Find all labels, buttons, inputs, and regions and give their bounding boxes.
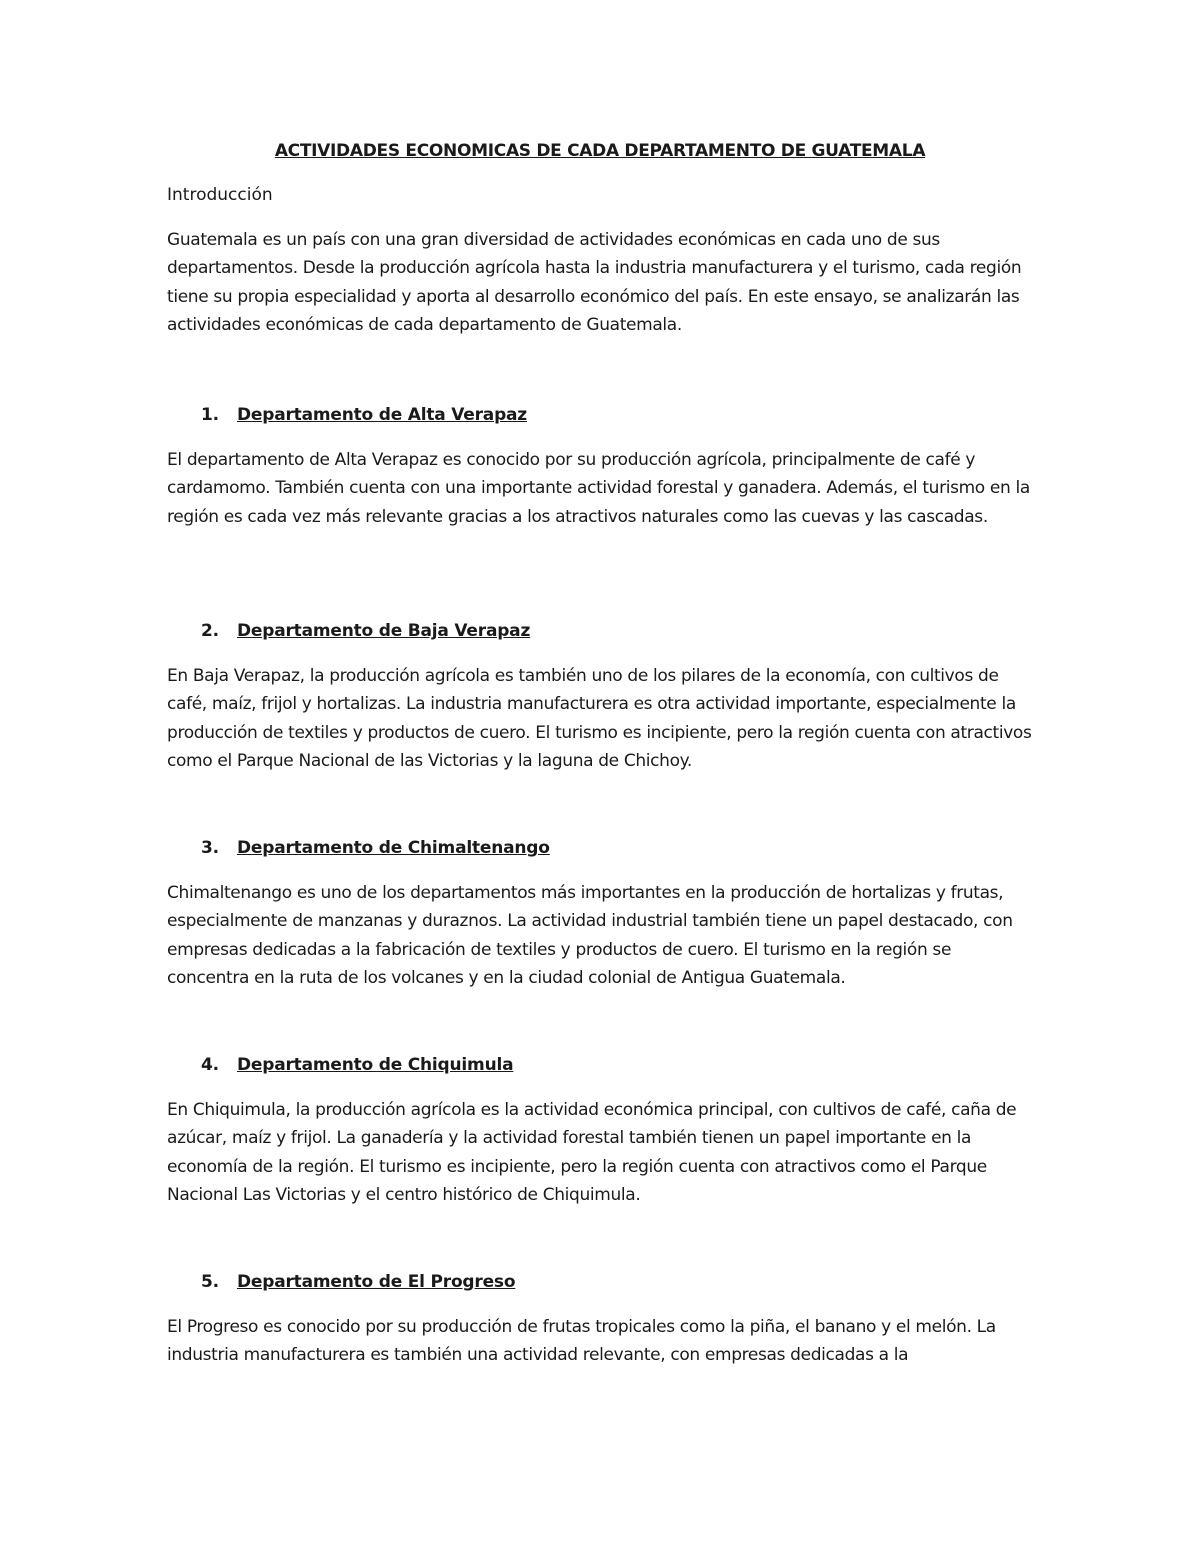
- section-body-4: En Chiquimula, la producción agrícola es la actividad económica principal, con cultivos de café, caña de azúcar, maíz y frijol. La ganadería y la actividad forestal también tienen un papel importante en la economía de la región. El turismo es incipiente, pero la región cuenta con atractivos como el Parque Nacional Las Victorias y el centro histórico de Chiquimula.: [167, 1100, 1017, 1205]
- section-heading-5: [201, 1272, 515, 1292]
- section-heading-4: [201, 1055, 513, 1075]
- section-title: Departamento de Chiquimula: [237, 1055, 514, 1075]
- intro-label: Introducción: [167, 185, 273, 205]
- section-heading-1: [201, 405, 527, 425]
- document-title: ACTIVIDADES ECONOMICAS DE CADA DEPARTAMENTO DE GUATEMALA: [274, 141, 926, 161]
- section-title: Departamento de El Progreso: [237, 1272, 516, 1292]
- section-number: 1.: [201, 405, 219, 425]
- section-title: Departamento de Chimaltenango: [237, 838, 550, 858]
- section-body-1: El departamento de Alta Verapaz es conocido por su producción agrícola, principalmente de café y cardamomo. También cuenta con una importante actividad forestal y ganadera. Además, el turismo en la región es cada vez más relevante gracias a los atractivos naturales como las cuevas y las cascadas.: [167, 450, 1030, 527]
- section-heading-2: [201, 621, 530, 641]
- section-body-5: El Progreso es conocido por su producción de frutas tropicales como la piña, el banano y el melón. La industria manufacturera es también una actividad relevante, con empresas dedicadas a la: [167, 1317, 996, 1366]
- section-title: Departamento de Baja Verapaz: [237, 621, 531, 641]
- section-number: 3.: [201, 838, 219, 858]
- section-number: 5.: [201, 1272, 219, 1292]
- section-number: 4.: [201, 1055, 219, 1075]
- intro-paragraph: Guatemala es un país con una gran diversidad de actividades económicas en cada uno de sus departamentos. Desde la producción agrícola hasta la industria manufacturera y el turismo, cada región tiene su propia especialidad y aporta al desarrollo económico del país. En este ensayo, se analizarán las actividades económicas de cada departamento de Guatemala.: [167, 230, 1022, 335]
- section-body-2: En Baja Verapaz, la producción agrícola es también uno de los pilares de la economía, con cultivos de café, maíz, frijol y hortalizas. La industria manufacturera es otra actividad importante, especialmente la producción de textiles y productos de cuero. El turismo es incipiente, pero la región cuenta con atractivos como el Parque Nacional de las Victorias y la laguna de Chichoy.: [167, 666, 1032, 771]
- section-heading-3: [201, 838, 550, 858]
- section-body-3: Chimaltenango es uno de los departamentos más importantes en la producción de hortalizas y frutas, especialmente de manzanas y duraznos. La actividad industrial también tiene un papel destacado, con empresas dedicadas a la fabricación de textiles y productos de cuero. El turismo en la región se concentra en la ruta de los volcanes y en la ciudad colonial de Antigua Guatemala.: [167, 883, 1013, 988]
- section-title: Departamento de Alta Verapaz: [237, 405, 527, 425]
- section-number: 2.: [201, 621, 219, 641]
